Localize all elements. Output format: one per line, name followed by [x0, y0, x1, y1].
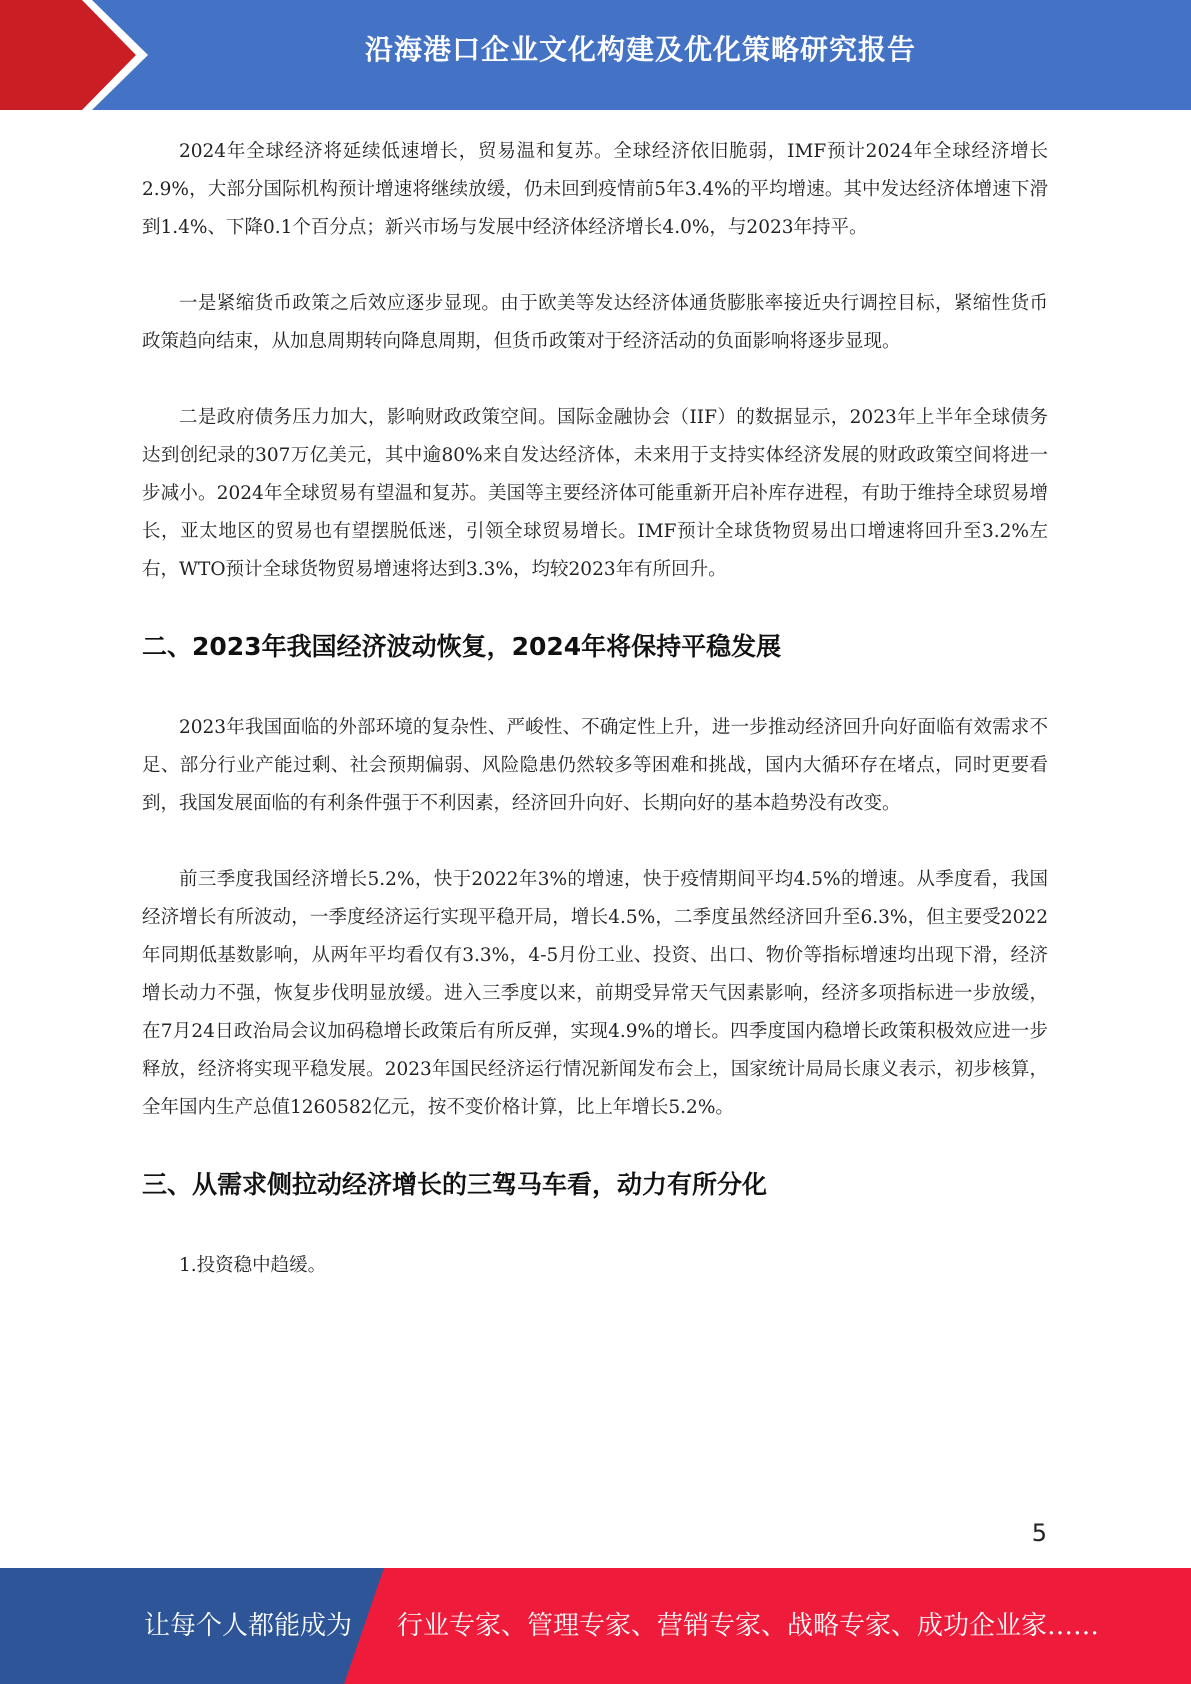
paragraph-investment: 1.投资稳中趋缓。	[179, 1255, 327, 1276]
page-footer	[0, 1568, 1191, 1684]
paragraph-government-debt: 二是政府债务压力加大，影响财政政策空间。国际金融协会（IIF）的数据显示，2023年上半年全球债务达到创纪录的307万亿美元，其中逾80%来自发达经济体，未来用于支持实体经济发展的财政政策空间将进一步减小。2024年全球贸易有望温和复苏。美国等主要经济体可能重新开启补库存进程，有助于维持全球贸易增长，亚太地区的贸易也有望摆脱低迷，引领全球贸易增长。IMF预计全球货物贸易出口增速将回升至3.2%左右，WTO预计全球货物贸易增速将达到3.3%，均较2023年有所回升。	[142, 407, 1048, 580]
page-number: 5	[1031, 1519, 1047, 1547]
page-header	[0, 0, 1191, 110]
section-heading-3: 三、从需求侧拉动经济增长的三驾马车看，动力有所分化	[142, 1170, 768, 1199]
paragraph-quarterly-growth: 前三季度我国经济增长5.2%，快于2022年3%的增速，快于疫情期间平均4.5%的增速。从季度看，我国经济增长有所波动，一季度经济运行实现平稳开局，增长4.5%，二季度虽然经济回升至6.3%，但主要受2022年同期低基数影响，从两年平均看仅有3.3%，4-5月份工业、投资、出口、物价等指标增速均出现下滑，经济增长动力不强，恢复步伐明显放缓。进入三季度以来，前期受异常天气因素影响，经济多项指标进一步放缓，在7月24日政治局会议加码稳增长政策后有所反弹，实现4.9%的增长。四季度国内稳增长政策积极效应进一步释放，经济将实现平稳发展。2023年国民经济运行情况新闻发布会上，国家统计局局长康义表示，初步核算，全年国内生产总值1260582亿元，按不变价格计算，比上年增长5.2%。	[142, 869, 1048, 1118]
section-heading-2: 二、2023年我国经济波动恢复，2024年将保持平稳发展	[142, 632, 782, 661]
footer-slogan-left: 让每个人都能成为	[144, 1611, 353, 1641]
paragraph-global-economy: 2024年全球经济将延续低速增长，贸易温和复苏。全球经济依旧脆弱，IMF预计2024年全球经济增长2.9%，大部分国际机构预计增速将继续放缓，仍未回到疫情前5年3.4%的平均增速。其中发达经济体增速下滑到1.4%、下降0.1个百分点；新兴市场与发展中经济体经济增长4.0%，与2023年持平。	[142, 141, 1048, 238]
document-body	[142, 133, 1048, 1323]
header-arrow-decoration	[0, 0, 160, 110]
header-title: 沿海港口企业文化构建及优化策略研究报告	[364, 33, 916, 66]
paragraph-monetary-policy: 一是紧缩货币政策之后效应逐步显现。由于欧美等发达经济体通货膨胀率接近央行调控目标，紧缩性货币政策趋向结束，从加息周期转向降息周期，但货币政策对于经济活动的负面影响将逐步显现。	[142, 293, 1048, 352]
footer-slogan-right: 行业专家、管理专家、营销专家、战略专家、成功企业家……	[397, 1611, 1100, 1641]
paragraph-external-environment: 2023年我国面临的外部环境的复杂性、严峻性、不确定性上升，进一步推动经济回升向好面临有效需求不足、部分行业产能过剩、社会预期偏弱、风险隐患仍然较多等困难和挑战，国内大循环存在堵点，同时更要看到，我国发展面临的有利条件强于不利因素，经济回升向好、长期向好的基本趋势没有改变。	[142, 717, 1048, 814]
